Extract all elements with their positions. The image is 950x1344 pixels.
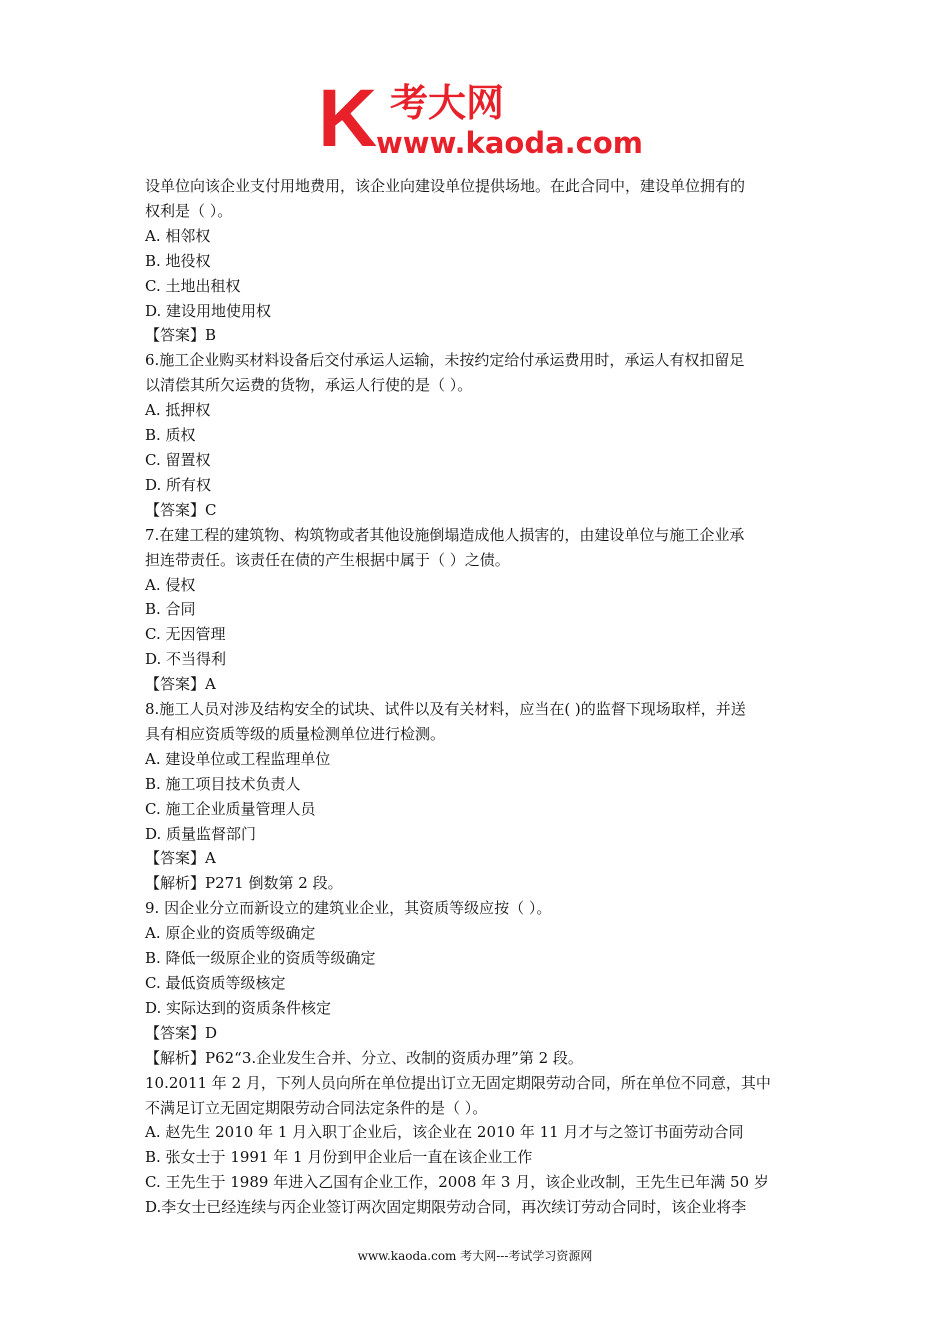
text-line: A. 原企业的资质等级确定 [145, 924, 316, 943]
text-line: D.李女士已经连续与丙企业签订两次固定期限劳动合同，再次续订劳动合同时，该企业将李 [145, 1198, 747, 1217]
text-line: 以清偿其所欠运费的货物，承运人行使的是（ ）。 [145, 376, 473, 395]
document-body [145, 174, 815, 1220]
text-line: A. 相邻权 [145, 226, 211, 245]
text-line: D. 不当得利 [145, 650, 227, 669]
text-line: 权利是（ ）。 [145, 201, 233, 220]
text-line: B. 施工项目技术负责人 [145, 774, 301, 793]
text-line: C. 土地出租权 [145, 276, 241, 295]
text-line: D. 实际达到的资质条件核定 [145, 998, 332, 1017]
text-line: C. 王先生于 1989 年进入乙国有企业工作，2008 年 3 月，该企业改制，王先生已年满 50 岁 [145, 1173, 769, 1192]
text-line: B. 降低一级原企业的资质等级确定 [145, 949, 376, 968]
text-line: 【答案】D [145, 1023, 218, 1042]
text-line: A. 建设单位或工程监理单位 [145, 749, 331, 768]
text-line: 10.2011 年 2 月，下列人员向所在单位提出订立无固定期限劳动合同，所在单位不同意，其中 [145, 1073, 771, 1092]
text-line: B. 合同 [145, 600, 196, 619]
text-line: B. 地役权 [145, 251, 211, 270]
text-line: C. 最低资质等级核定 [145, 974, 286, 992]
page-footer: www.kaoda.com 考大网---考试学习资源网 [357, 1249, 593, 1263]
text-line: A. 赵先生 2010 年 1 月入职丁企业后，该企业在 2010 年 11 月才与之签订书面劳动合同 [145, 1123, 744, 1142]
text-line: D. 质量监督部门 [145, 824, 257, 843]
text-line: D. 所有权 [145, 475, 212, 494]
text-line: 【解析】P271 倒数第 2 段。 [145, 874, 343, 893]
text-line: 【答案】A [145, 675, 216, 694]
logo-chinese-name: 考大网 [390, 81, 505, 125]
text-line: 担连带责任。该责任在债的产生根据中属于（ ）之债。 [145, 550, 510, 569]
text-line: A. 抵押权 [145, 401, 211, 420]
text-line: 7.在建工程的建筑物、构筑物或者其他设施倒塌造成他人损害的，由建设单位与施工企业承 [145, 525, 745, 544]
text-line: 不满足订立无固定期限劳动合同法定条件的是（ ）。 [145, 1098, 488, 1117]
text-line: 8.施工人员对涉及结构安全的试块、试件以及有关材料，应当在( )的监督下现场取样，并送 [145, 700, 746, 719]
text-line: 6.施工企业购买材料设备后交付承运人运输，未按约定给付承运费用时，承运人有权扣留足 [145, 351, 745, 370]
text-line: 【答案】C [145, 500, 217, 519]
text-line: B. 张女士于 1991 年 1 月份到甲企业后一直在该企业工作 [145, 1148, 533, 1167]
logo-url: www.kaoda.com [376, 126, 643, 160]
kaoda-logo [318, 80, 648, 160]
text-line: 9. 因企业分立而新设立的建筑业企业，其资质等级应按（ ）。 [145, 899, 552, 918]
text-line: C. 施工企业质量管理人员 [145, 799, 316, 818]
text-line: 具有相应资质等级的质量检测单位进行检测。 [145, 724, 446, 743]
text-line: 【答案】B [145, 326, 217, 345]
text-line: 【解析】P62“3.企业发生合并、分立、改制的资质办理”第 2 段。 [145, 1048, 583, 1067]
text-line: D. 建设用地使用权 [145, 301, 272, 320]
text-line: C. 留置权 [145, 450, 211, 469]
text-line: 设单位向该企业支付用地费用，该企业向建设单位提供场地。在此合同中，建设单位拥有的 [145, 177, 746, 195]
text-line: B. 质权 [145, 426, 196, 445]
text-line: C. 无因管理 [145, 625, 226, 644]
logo-graphic [318, 80, 648, 160]
text-line: 【答案】A [145, 849, 216, 868]
logo-k-mark: K [318, 80, 378, 160]
text-line: A. 侵权 [145, 575, 196, 594]
